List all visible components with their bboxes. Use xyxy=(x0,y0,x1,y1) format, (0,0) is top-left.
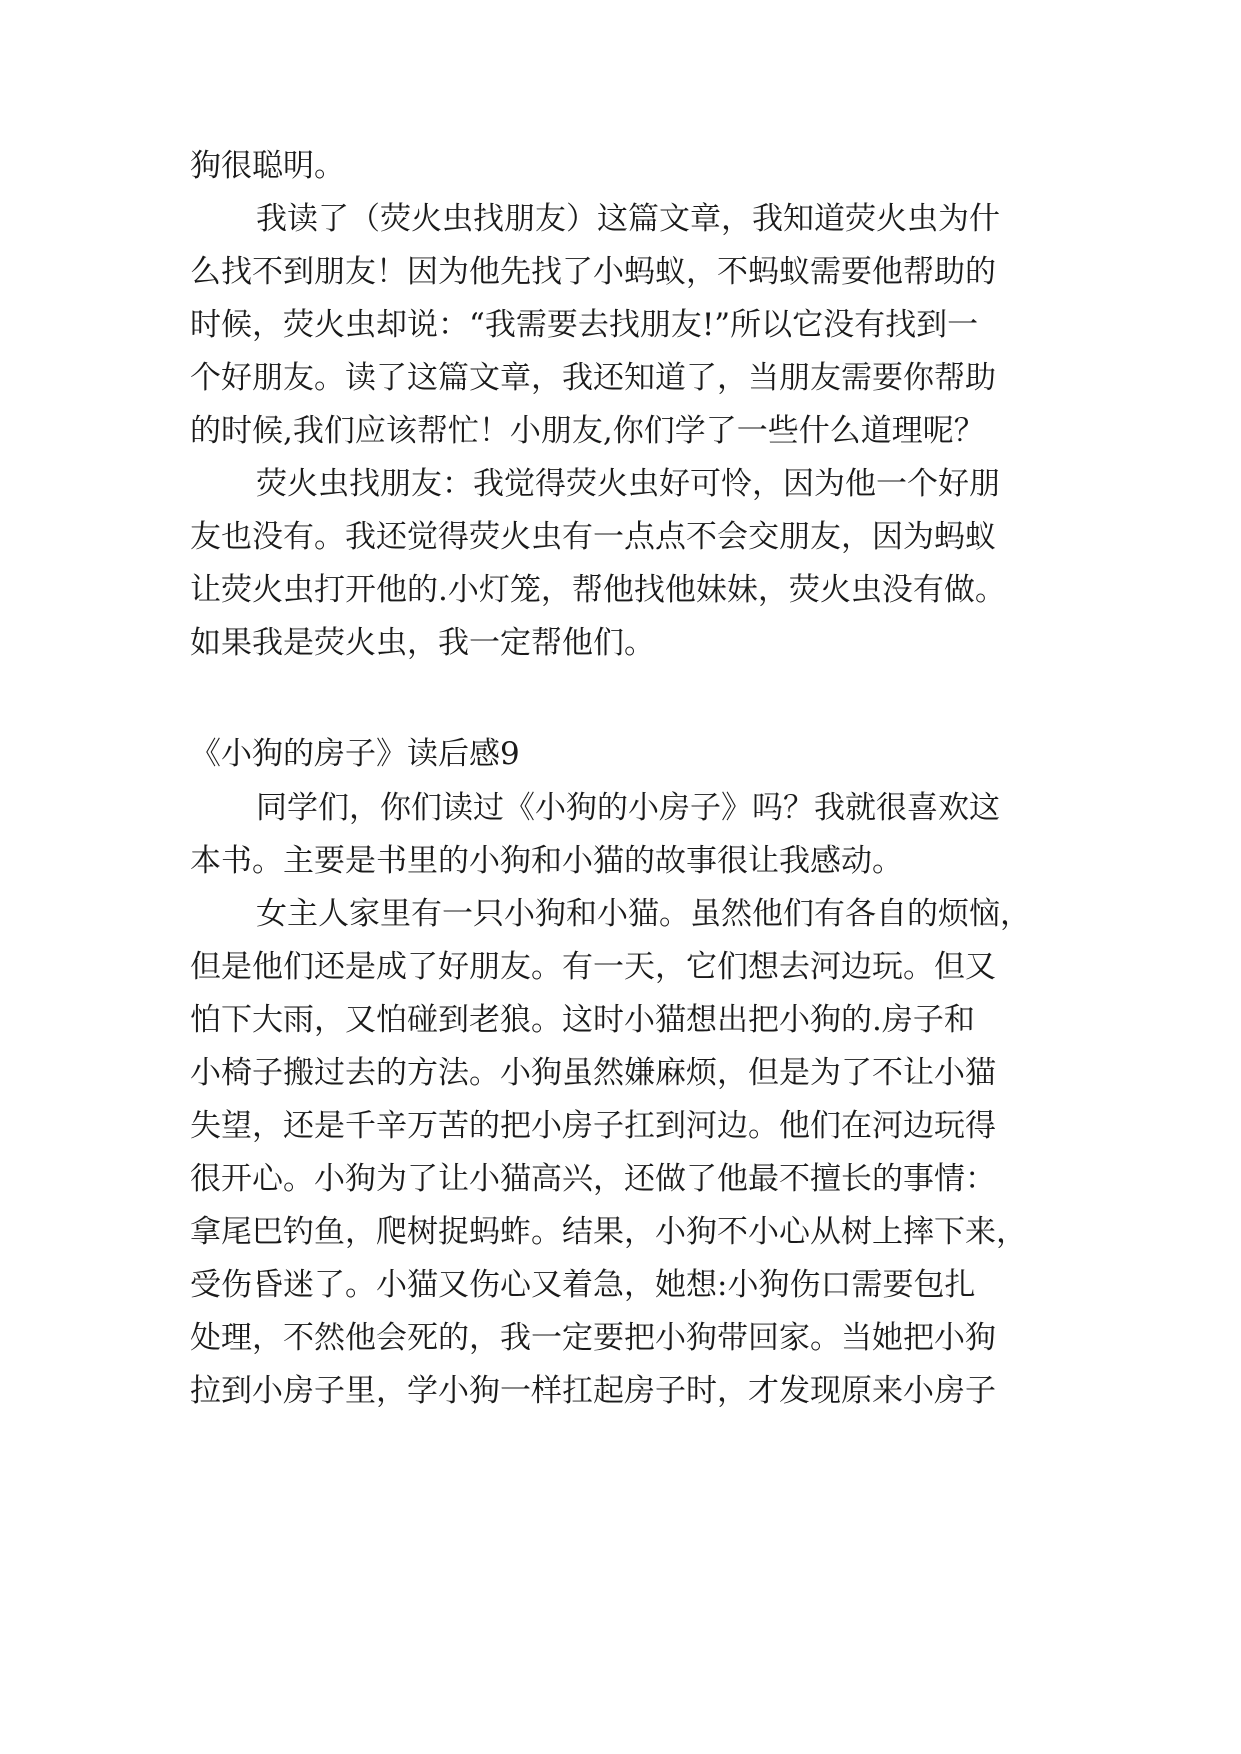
paragraph-line: 失望，还是千辛万苦的把小房子扛到河边。他们在河边玩得 xyxy=(190,1108,996,1144)
paragraph-line: 么找不到朋友！因为他先找了小蚂蚁，不蚂蚁需要他帮助的 xyxy=(190,254,996,290)
paragraph-line: 同学们，你们读过《小狗的小房子》吗？我就很喜欢这 xyxy=(256,790,1000,826)
paragraph-line: 让荧火虫打开他的.小灯笼，帮他找他妹妹，荧火虫没有做。 xyxy=(190,572,1006,608)
paragraph-line: 荧火虫找朋友：我觉得荧火虫好可怜，因为他一个好朋 xyxy=(256,466,1000,502)
paragraph-line: 怕下大雨，又怕碰到老狼。这时小猫想出把小狗的.房子和 xyxy=(190,1002,975,1038)
paragraph-line: 如果我是荧火虫，我一定帮他们。 xyxy=(190,625,655,661)
paragraph-line: 时候，荧火虫却说：“我需要去找朋友!”所以它没有找到一 xyxy=(190,307,979,343)
paragraph-line: 的时候,我们应该帮忙！小朋友,你们学了一些什么道理呢？ xyxy=(190,413,985,449)
paragraph-line: 小椅子搬过去的方法。小狗虽然嫌麻烦，但是为了不让小猫 xyxy=(190,1055,996,1091)
paragraph-line: 很开心。小狗为了让小猫高兴，还做了他最不擅长的事情： xyxy=(190,1161,996,1197)
paragraph-line: 受伤昏迷了。小猫又伤心又着急，她想:小狗伤口需要包扎 xyxy=(190,1267,976,1303)
paragraph-line: 拿尾巴钓鱼，爬树捉蚂蚱。结果，小狗不小心从树上摔下来， xyxy=(190,1214,1027,1250)
paragraph-line: 但是他们还是成了好朋友。有一天，它们想去河边玩。但又 xyxy=(190,949,996,985)
paragraph-line: 女主人家里有一只小狗和小猫。虽然他们有各自的烦恼， xyxy=(256,896,1031,932)
paragraph-line: 拉到小房子里，学小狗一样扛起房子时，才发现原来小房子 xyxy=(190,1373,996,1409)
paragraph-line: 狗很聪明。 xyxy=(190,148,345,184)
paragraph-line: 我读了（荧火虫找朋友）这篇文章，我知道荧火虫为什 xyxy=(256,201,1000,237)
paragraph-line: 友也没有。我还觉得荧火虫有一点点不会交朋友，因为蚂蚁 xyxy=(190,519,996,555)
paragraph-line: 本书。主要是书里的小狗和小猫的故事很让我感动。 xyxy=(190,843,903,879)
paragraph-line: 个好朋友。读了这篇文章，我还知道了，当朋友需要你帮助 xyxy=(190,360,996,396)
section-heading: 《小狗的房子》读后感9 xyxy=(190,736,520,772)
paragraph-line: 处理，不然他会死的，我一定要把小狗带回家。当她把小狗 xyxy=(190,1320,996,1356)
